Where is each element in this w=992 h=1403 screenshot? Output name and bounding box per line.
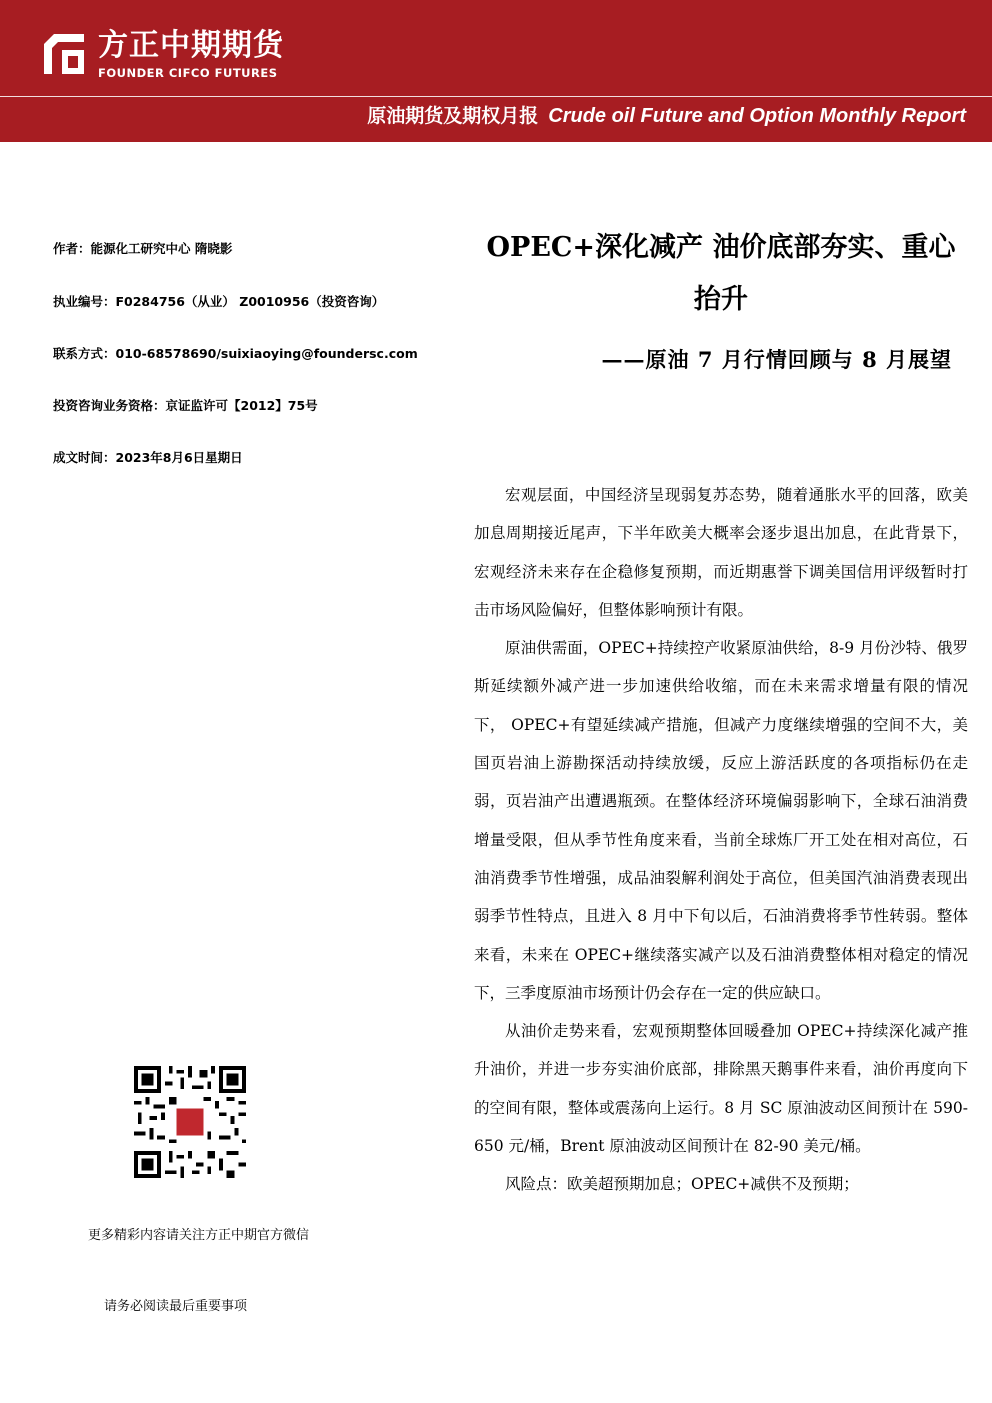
author-line: 作者：能源化工研究中心 隋晓影 [53, 241, 233, 256]
paragraph-price-outlook: 从油价走势来看，宏观预期整体回暖叠加 OPEC+持续深化减产推升油价，并进一步夯实油价底部，排除黑天鹅事件来看，油价再度向下的空间有限，整体或震荡向上运行。8 月 SC 原油波动区间预计在 590-650 元/桶，Brent 原油波动区间预计在 82-90 美元/桶。 [474, 1022, 968, 1156]
license-line: 执业编号：F0284756（从业） Z0010956（投资咨询） [53, 294, 385, 309]
contact-line: 联系方式：010-68578690/suixiaoying@foundersc.com [53, 346, 418, 361]
qr-caption: 更多精彩内容请关注方正中期官方微信 [88, 1228, 310, 1243]
founder-logo-icon [40, 30, 88, 78]
report-subtitle: ——原油 7 月行情回顾与 8 月展望 [601, 347, 952, 372]
report-type-cn: 原油期货及期权月报 [367, 105, 539, 127]
paragraph-macro: 宏观层面，中国经济呈现弱复苏态势，随着通胀水平的回落，欧美加息周期接近尾声，下半年欧美大概率会逐步退出加息，在此背景下，宏观经济未来存在企稳修复预期，而近期惠誉下调美国信用评级暂时打击市场风险偏好，但整体影响预计有限。 [474, 486, 968, 619]
wechat-qr-code [134, 1066, 246, 1178]
report-type [367, 101, 966, 128]
date-line: 成文时间：2023年8月6日星期日 [53, 450, 243, 465]
report-main-title: OPEC+深化减产 油价底部夯实、重心抬升 [486, 232, 956, 315]
header-divider [0, 96, 992, 97]
report-type-en: Crude oil Future and Option Monthly Report [548, 105, 966, 127]
report-summary [474, 476, 968, 1204]
qualification-line: 投资咨询业务资格：京证监许可【2012】75号 [53, 398, 318, 413]
brand-name-cn: 方正中期期货 [98, 28, 284, 63]
paragraph-risks: 风险点：欧美超预期加息；OPEC+减供不及预期； [505, 1175, 859, 1194]
header-band [0, 0, 992, 142]
brand-name-en: FOUNDER CIFCO FUTURES [98, 66, 278, 80]
paragraph-supply-demand: 原油供需面，OPEC+持续控产收紧原油供给，8-9 月份沙特、俄罗斯延续额外减产进一步加速供给收缩，而在未来需求增量有限的情况下， OPEC+有望延续减产措施，但减产力度继续增强的空间不大，美国页岩油上游勘探活动持续放缓，反应上游活跃度的各项指标仍在走弱，页岩油产出遭遇瓶颈。在整体经济环境偏弱影响下，全球石油消费增量受限，但从季节性角度来看，当前全球炼厂开工处在相对高位，石油消费季节性增强，成品油裂解利润处于高位，但美国汽油消费表现出弱季节性特点，且进入 8 月中下旬以后，石油消费将季节性转弱。整体来看，未来在 OPEC+继续落实减产以及石油消费整体相对稳定的情况下，三季度原油市场预计仍会存在一定的供应缺口。 [474, 639, 968, 1002]
brand-logo [40, 28, 300, 84]
disclaimer-notice: 请务必阅读最后重要事项 [104, 1299, 248, 1314]
